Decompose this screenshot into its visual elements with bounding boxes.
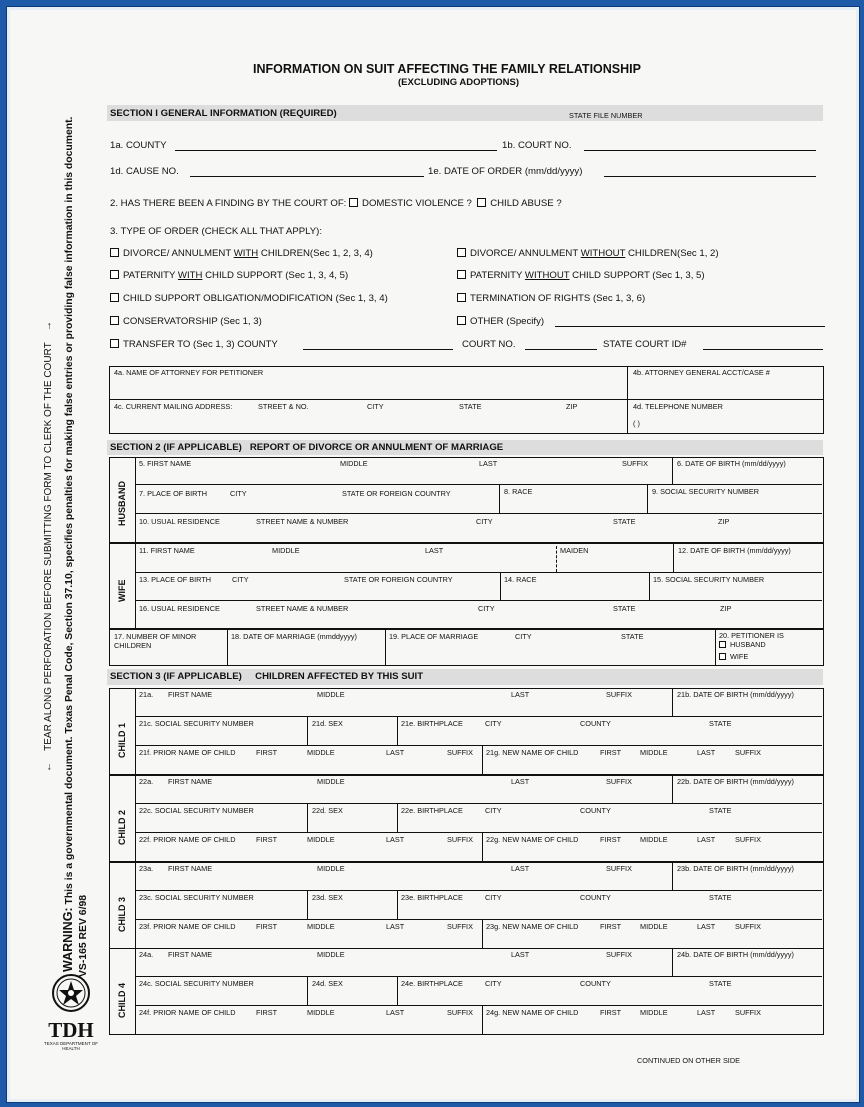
w-res-zip: ZIP (720, 604, 732, 613)
opt-termination-checkbox[interactable] (457, 293, 466, 302)
cause-no-label: 1d. CAUSE NO. (110, 166, 179, 177)
opt-child-support[interactable]: CHILD SUPPORT OBLIGATION/MODIFICATION (Sec 1, 3, 4) (110, 293, 388, 304)
h-res-city: CITY (476, 517, 493, 526)
child-city-label: CITY (485, 979, 502, 988)
child-new-middle: MIDDLE (640, 922, 668, 931)
opt-conservatorship-checkbox[interactable] (110, 316, 119, 325)
child-last-label: LAST (511, 777, 530, 786)
child-new-last: LAST (697, 835, 716, 844)
child-suffix-label: SUFFIX (606, 777, 632, 786)
child-new-middle: MIDDLE (640, 748, 668, 757)
child-block-2 (109, 775, 822, 861)
divider (135, 862, 136, 948)
mailing-state: STATE (459, 402, 482, 411)
h-race-label: 8. RACE (504, 487, 533, 496)
warning-text: WARNING: This is a governmental document. Texas Penal Code, Section 37.10, specifies penalties for making false entries or providing false information in this document. (61, 116, 75, 972)
date-order-label: 1e. DATE OF ORDER (mm/dd/yyyy) (428, 166, 583, 177)
divider (672, 457, 673, 485)
child-block-4 (109, 948, 822, 1034)
divider (499, 484, 500, 514)
child-num: 24a. (139, 950, 154, 959)
divider (672, 688, 673, 717)
w-middle-label: MIDDLE (272, 546, 300, 555)
attorney-name-label: 4a. NAME OF ATTORNEY FOR PETITIONER (114, 368, 264, 377)
h-suffix-label: SUFFIX (622, 459, 648, 468)
opt-termination[interactable]: TERMINATION OF RIGHTS (Sec 1, 3, 6) (457, 293, 645, 304)
divider (482, 745, 483, 774)
child-num: 21a. (139, 690, 154, 699)
child-suffix-label: SUFFIX (606, 950, 632, 959)
child-county-label: COUNTY (580, 893, 611, 902)
child-dob-label: 21b. DATE OF BIRTH (mm/dd/yyyy) (677, 690, 794, 699)
divider (715, 629, 716, 665)
opt-child-support-checkbox[interactable] (110, 293, 119, 302)
opt-divorce-with-checkbox[interactable] (110, 248, 119, 257)
h-ssn-label: 9. SOCIAL SECURITY NUMBER (652, 487, 760, 496)
divider (397, 890, 398, 920)
tdh-logo (35, 972, 107, 1051)
opt-transfer-checkbox[interactable] (110, 339, 119, 348)
child-birthplace-label: 22e. BIRTHPLACE (401, 806, 463, 815)
child-prior-first: FIRST (256, 1008, 278, 1017)
child-block-3 (109, 862, 822, 948)
logo-text: TDH (48, 1018, 94, 1042)
child-city-label: CITY (485, 893, 502, 902)
divider (482, 919, 483, 948)
divider (135, 775, 136, 861)
divider (135, 513, 822, 514)
child-sex-label: 22d. SEX (312, 806, 343, 815)
transfer-court-label: COURT NO. (462, 339, 516, 350)
court-no-label: 1b. COURT NO. (502, 140, 572, 151)
petitioner-label: 20. PETITIONER IS (719, 631, 784, 640)
w-pob-state: STATE OR FOREIGN COUNTRY (344, 575, 453, 584)
minor-children-label: 17. NUMBER OF MINOR (114, 632, 197, 641)
mailing-zip: ZIP (566, 402, 578, 411)
child-prior-suffix: SUFFIX (447, 1008, 473, 1017)
child-ssn-label: 21c. SOCIAL SECURITY NUMBER (139, 719, 254, 728)
child-box (109, 948, 824, 1035)
child-new-last: LAST (697, 1008, 716, 1017)
child-new-middle: MIDDLE (640, 835, 668, 844)
child-prior-suffix: SUFFIX (447, 922, 473, 931)
divider (135, 832, 822, 833)
place-marriage-state: STATE (621, 632, 644, 641)
opt-other[interactable]: OTHER (Specify) (457, 316, 544, 327)
child-prior-label: 22f. PRIOR NAME OF CHILD (139, 835, 236, 844)
divider (109, 399, 824, 400)
cause-no-field[interactable] (190, 176, 424, 177)
divider (482, 1005, 483, 1034)
child-prior-first: FIRST (256, 835, 278, 844)
finding-question: 2. HAS THERE BEEN A FINDING BY THE COURT OF: DOMESTIC VIOLENCE ? CHILD ABUSE ? (110, 198, 562, 209)
child-suffix-label: SUFFIX (606, 864, 632, 873)
divider (135, 457, 136, 542)
star-seal-icon (35, 972, 107, 1014)
divider (649, 572, 650, 601)
child-city-label: CITY (485, 806, 502, 815)
child-prior-label: 24f. PRIOR NAME OF CHILD (139, 1008, 236, 1017)
court-no-field[interactable] (584, 150, 816, 151)
child-city-label: CITY (485, 719, 502, 728)
divider (397, 803, 398, 833)
h-res-label: 10. USUAL RESIDENCE (139, 517, 220, 526)
child-new-suffix: SUFFIX (735, 1008, 761, 1017)
mailing-label: 4c. CURRENT MAILING ADDRESS: (114, 402, 233, 411)
child-middle-label: MIDDLE (317, 777, 345, 786)
child-box (109, 862, 824, 949)
divider (135, 572, 822, 573)
logo-subtext: TEXAS DEPARTMENT OF HEALTH (43, 1041, 98, 1051)
child-new-last: LAST (697, 748, 716, 757)
divider (672, 948, 673, 977)
telephone-parens[interactable]: ( ) (633, 419, 640, 428)
h-res-street: STREET NAME & NUMBER (256, 517, 349, 526)
section2-header: SECTION 2 (IF APPLICABLE) REPORT OF DIVORCE OR ANNULMENT OF MARRIAGE (110, 442, 504, 453)
child-dob-label: 24b. DATE OF BIRTH (mm/dd/yyyy) (677, 950, 794, 959)
divider (135, 484, 822, 485)
divider (135, 803, 822, 804)
other-specify-field[interactable] (555, 326, 825, 327)
transfer-court-field[interactable] (525, 349, 597, 350)
mailing-street: STREET & NO. (258, 402, 309, 411)
child-new-middle: MIDDLE (640, 1008, 668, 1017)
child-sex-label: 23d. SEX (312, 893, 343, 902)
child-prior-last: LAST (386, 1008, 405, 1017)
child-box (109, 775, 824, 862)
child-birthplace-label: 23e. BIRTHPLACE (401, 893, 463, 902)
opt-divorce-with[interactable]: DIVORCE/ ANNULMENT WITH CHILDREN(Sec 1, 2, 3, 4) (110, 248, 373, 259)
w-res-state: STATE (613, 604, 636, 613)
opt-divorce-without[interactable]: DIVORCE/ ANNULMENT WITHOUT CHILDREN(Sec 1, 2) (457, 248, 719, 259)
h-pob-city: CITY (230, 489, 247, 498)
divider (307, 803, 308, 833)
w-last-label: LAST (425, 546, 444, 555)
child-state-label: STATE (709, 719, 732, 728)
page-subtitle: (EXCLUDING ADOPTIONS) (398, 77, 520, 88)
divider (673, 543, 674, 573)
child-dob-label: 22b. DATE OF BIRTH (mm/dd/yyyy) (677, 777, 794, 786)
section3-header: SECTION 3 (IF APPLICABLE) CHILDREN AFFECTED BY THIS SUIT (110, 671, 424, 682)
divider (307, 890, 308, 920)
divider (397, 716, 398, 746)
child-new-first: FIRST (600, 1008, 622, 1017)
w-ssn-label: 15. SOCIAL SECURITY NUMBER (653, 575, 765, 584)
h-first-label: 5. FIRST NAME (139, 459, 192, 468)
child-county-label: COUNTY (580, 719, 611, 728)
w-maiden-label: MAIDEN (560, 546, 589, 555)
child-prior-middle: MIDDLE (307, 922, 335, 931)
date-marriage-label: 18. DATE OF MARRIAGE (mmddyyyy) (231, 632, 357, 641)
child-num: 23a. (139, 864, 154, 873)
child-label: CHILD 1 (117, 722, 127, 758)
divider (307, 716, 308, 746)
h-pob-label: 7. PLACE OF BIRTH (139, 489, 207, 498)
divider (135, 1005, 822, 1006)
child-new-label: 21g. NEW NAME OF CHILD (486, 748, 579, 757)
h-last-label: LAST (479, 459, 498, 468)
child-last-label: LAST (511, 950, 530, 959)
attorney-general-label: 4b. ATTORNEY GENERAL ACCT/CASE # (633, 368, 770, 377)
w-dob-label: 12. DATE OF BIRTH (mm/dd/yyyy) (678, 546, 791, 555)
child-new-last: LAST (697, 922, 716, 931)
opt-paternity-with-checkbox[interactable] (110, 270, 119, 279)
child-state-label: STATE (709, 806, 732, 815)
child-first-label: FIRST NAME (168, 777, 213, 786)
child-middle-label: MIDDLE (317, 690, 345, 699)
h-pob-state: STATE OR FOREIGN COUNTRY (342, 489, 451, 498)
divider (647, 484, 648, 514)
divider (135, 890, 822, 891)
child-middle-label: MIDDLE (317, 864, 345, 873)
place-marriage-city: CITY (515, 632, 532, 641)
child-ssn-label: 24c. SOCIAL SECURITY NUMBER (139, 979, 254, 988)
child-sex-label: 21d. SEX (312, 719, 343, 728)
divider (307, 976, 308, 1006)
child-middle-label: MIDDLE (317, 950, 345, 959)
telephone-label: 4d. TELEPHONE NUMBER (633, 402, 723, 411)
child-new-first: FIRST (600, 748, 622, 757)
child-new-suffix: SUFFIX (735, 922, 761, 931)
child-prior-label: 21f. PRIOR NAME OF CHILD (139, 748, 236, 757)
opt-conservatorship[interactable]: CONSERVATORSHIP (Sec 1, 3) (110, 316, 262, 327)
state-file-label: STATE FILE NUMBER (569, 111, 643, 120)
wife-box (109, 543, 824, 629)
divider (135, 716, 822, 717)
child-suffix-label: SUFFIX (606, 690, 632, 699)
child-dob-label: 23b. DATE OF BIRTH (mm/dd/yyyy) (677, 864, 794, 873)
divider (672, 862, 673, 891)
form-number: VS-165 REV 6/98 (78, 894, 89, 977)
child-sex-label: 24d. SEX (312, 979, 343, 988)
child-last-label: LAST (511, 690, 530, 699)
child-prior-first: FIRST (256, 748, 278, 757)
petitioner-husband[interactable]: HUSBAND (719, 640, 766, 649)
child-box (109, 688, 824, 775)
h-res-state: STATE (613, 517, 636, 526)
child-new-suffix: SUFFIX (735, 835, 761, 844)
h-dob-label: 6. DATE OF BIRTH (mm/dd/yyyy) (677, 459, 786, 468)
child-prior-label: 23f. PRIOR NAME OF CHILD (139, 922, 236, 931)
child-state-label: STATE (709, 893, 732, 902)
child-block-1 (109, 688, 822, 774)
tear-instruction: ← TEAR ALONG PERFORATION BEFORE SUBMITTING FORM TO CLERK OF THE COURT → (43, 321, 54, 772)
page-title: INFORMATION ON SUIT AFFECTING THE FAMILY RELATIONSHIP (253, 62, 641, 76)
h-middle-label: MIDDLE (340, 459, 368, 468)
divider (556, 546, 557, 572)
child-first-label: FIRST NAME (168, 950, 213, 959)
transfer-state-label: STATE COURT ID# (603, 339, 687, 350)
minor-children-label-2: CHILDREN (114, 641, 152, 650)
child-new-label: 24g. NEW NAME OF CHILD (486, 1008, 579, 1017)
child-prior-middle: MIDDLE (307, 748, 335, 757)
child-first-label: FIRST NAME (168, 690, 213, 699)
divider (135, 976, 822, 977)
child-new-first: FIRST (600, 835, 622, 844)
child-new-label: 23g. NEW NAME OF CHILD (486, 922, 579, 931)
form-page (6, 6, 860, 1103)
divider (397, 976, 398, 1006)
divider (135, 919, 822, 920)
divider (385, 629, 386, 665)
child-birthplace-label: 24e. BIRTHPLACE (401, 979, 463, 988)
child-prior-last: LAST (386, 748, 405, 757)
husband-label: HUSBAND (117, 481, 127, 526)
divider (482, 832, 483, 861)
child-new-suffix: SUFFIX (735, 748, 761, 757)
w-pob-city: CITY (232, 575, 249, 584)
wife-label: WIFE (117, 579, 127, 602)
mailing-city: CITY (367, 402, 384, 411)
type-order-label: 3. TYPE OF ORDER (CHECK ALL THAT APPLY): (110, 226, 323, 237)
petitioner-husband-checkbox[interactable] (719, 641, 726, 648)
opt-paternity-with[interactable]: PATERNITY WITH CHILD SUPPORT (Sec 1, 3, 4, 5) (110, 270, 348, 281)
divider (227, 629, 228, 665)
child-prior-suffix: SUFFIX (447, 748, 473, 757)
place-marriage-label: 19. PLACE OF MARRIAGE (389, 632, 479, 641)
child-label: CHILD 4 (117, 982, 127, 1018)
divider (135, 600, 822, 601)
opt-paternity-without[interactable]: PATERNITY WITHOUT CHILD SUPPORT (Sec 1, 3, 5) (457, 270, 705, 281)
date-order-field[interactable] (604, 176, 816, 177)
child-abuse-checkbox[interactable] (477, 198, 486, 207)
divider (135, 688, 136, 774)
petitioner-wife[interactable]: WIFE (719, 652, 748, 661)
w-res-street: STREET NAME & NUMBER (256, 604, 349, 613)
child-prior-last: LAST (386, 922, 405, 931)
child-prior-last: LAST (386, 835, 405, 844)
domestic-violence-checkbox[interactable] (349, 198, 358, 207)
w-pob-label: 13. PLACE OF BIRTH (139, 575, 212, 584)
child-first-label: FIRST NAME (168, 864, 213, 873)
divider (135, 745, 822, 746)
child-label: CHILD 3 (117, 896, 127, 932)
w-first-label: 11. FIRST NAME (139, 546, 195, 555)
section1-header: SECTION I GENERAL INFORMATION (REQUIRED) (110, 108, 337, 119)
child-ssn-label: 22c. SOCIAL SECURITY NUMBER (139, 806, 254, 815)
h-res-zip: ZIP (718, 517, 730, 526)
continued-note: CONTINUED ON OTHER SIDE (637, 1056, 740, 1065)
w-race-label: 14. RACE (504, 575, 537, 584)
child-birthplace-label: 21e. BIRTHPLACE (401, 719, 463, 728)
child-ssn-label: 23c. SOCIAL SECURITY NUMBER (139, 893, 254, 902)
divider (627, 366, 628, 433)
divider (135, 948, 136, 1034)
child-county-label: COUNTY (580, 979, 611, 988)
divider (672, 775, 673, 804)
child-prior-middle: MIDDLE (307, 835, 335, 844)
opt-divorce-without-checkbox[interactable] (457, 248, 466, 257)
child-prior-first: FIRST (256, 922, 278, 931)
child-new-first: FIRST (600, 922, 622, 931)
petitioner-wife-checkbox[interactable] (719, 653, 726, 660)
child-last-label: LAST (511, 864, 530, 873)
county-field[interactable] (175, 150, 497, 151)
child-state-label: STATE (709, 979, 732, 988)
child-num: 22a. (139, 777, 154, 786)
opt-transfer[interactable]: TRANSFER TO (Sec 1, 3) COUNTY (110, 339, 278, 350)
transfer-state-field[interactable] (703, 349, 823, 350)
child-new-label: 22g. NEW NAME OF CHILD (486, 835, 579, 844)
opt-other-checkbox[interactable] (457, 316, 466, 325)
county-label: 1a. COUNTY (110, 140, 167, 151)
divider (135, 543, 136, 628)
transfer-county-field[interactable] (303, 349, 453, 350)
child-prior-suffix: SUFFIX (447, 835, 473, 844)
w-res-city: CITY (478, 604, 495, 613)
opt-paternity-without-checkbox[interactable] (457, 270, 466, 279)
w-res-label: 16. USUAL RESIDENCE (139, 604, 220, 613)
child-label: CHILD 2 (117, 809, 127, 845)
husband-box (109, 457, 824, 543)
child-prior-middle: MIDDLE (307, 1008, 335, 1017)
divider (500, 572, 501, 601)
child-county-label: COUNTY (580, 806, 611, 815)
